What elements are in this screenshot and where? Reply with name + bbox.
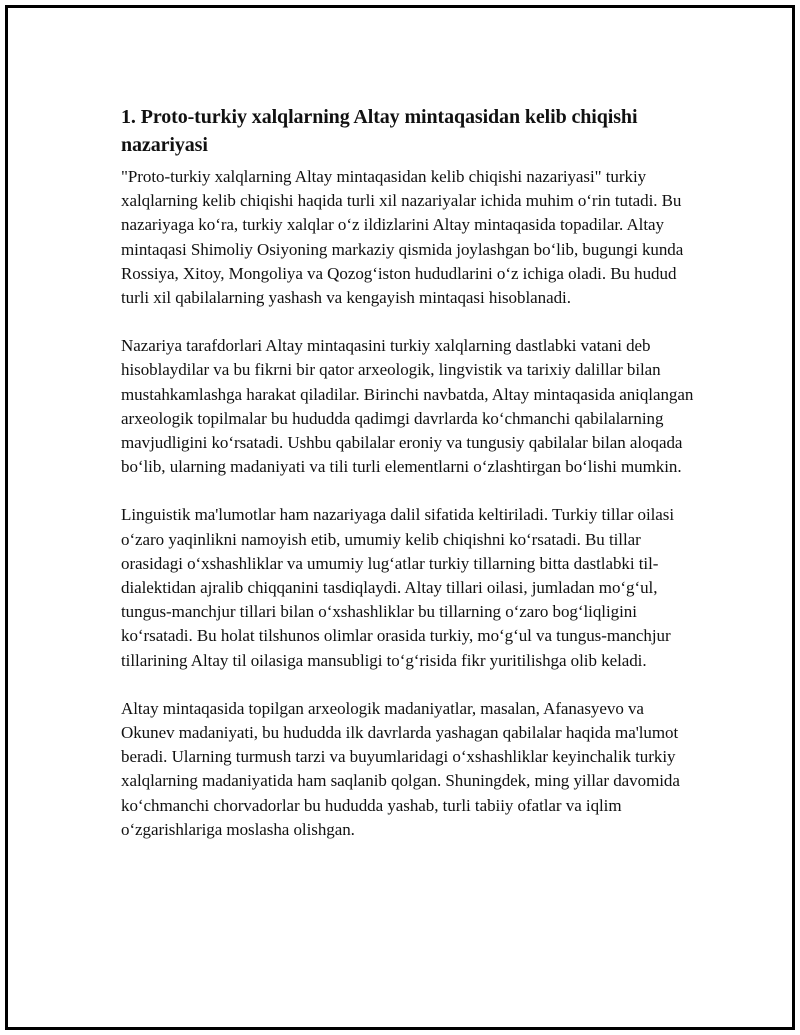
paragraph-4: Altay mintaqasida topilgan arxeologik madaniyatlar, masalan, Afanasyevo va Okunev madaniyati, bu hududda ilk davrlarda yashagan qabilalar haqida ma'lumot beradi. Ularning turmush tarzi va buyumlaridagi o‘xshashliklar keyinchalik turkiy xalqlarning madaniyatida ham saqlanib qolgan. Shuningdek, ming yillar davomida ko‘chmanchi chorvadorlar bu hududda yashab, turli tabiiy ofatlar va iqlim o‘zgarishlariga moslasha olishgan. <box>121 698 680 839</box>
document-body <box>121 103 701 866</box>
paragraph-3: Linguistik ma'lumotlar ham nazariyaga dalil sifatida keltiriladi. Turkiy tillar oilasi o‘zaro yaqinlikni namoyish etib, umumiy kelib chiqishni ko‘rsatadi. Bu tillar orasidagi o‘xshashliklar va umumiy lug‘atlar turkiy tillarning bitta dastlabki til-dialektidan ajralib chiqqanini tasdiqlaydi. Altay tillari oilasi, jumladan mo‘g‘ul, tungus-manchjur tillari bilan o‘xshashliklar bu tillarning o‘zaro bog‘liqligini ko‘rsatadi. Bu holat tilshunos olimlar orasida turkiy, mo‘g‘ul va tungus-manchjur tillarining Altay til oilasiga mansubligi to‘g‘risida fikr yuritilishga olib keladi. <box>121 505 675 670</box>
paragraph-2: Nazariya tarafdorlari Altay mintaqasini turkiy xalqlarning dastlabki vatani deb hisoblaydilar va bu fikrni bir qator arxeologik, lingvistik va tarixiy dalillar bilan mustahkamlashga harakat qiladilar. Birinchi navbatda, Altay mintaqasida aniqlangan arxeologik topilmalar bu hududda qadimgi davrlarda ko‘chmanchi qabilalarning mavjudligini ko‘rsatadi. Ushbu qabilalar eroniy va tungusiy qabilalar bilan aloqada bo‘lib, ularning madaniyati va tili turli elementlarni o‘zlashtirgan bo‘lishi mumkin. <box>121 336 694 477</box>
paragraph-1: "Proto-turkiy xalqlarning Altay mintaqasidan kelib chiqishi nazariyasi" turkiy xalqlarning kelib chiqishi haqida turli xil nazariyalar ichida muhim o‘rin tutadi. Bu nazariyaga ko‘ra, turkiy xalqlar o‘z ildizlarini Altay mintaqasida topadilar. Altay mintaqasi Shimoliy Osiyoning markaziy qismida joylashgan bo‘lib, bugungi kunda Rossiya, Xitoy, Mongoliya va Qozog‘iston hududlarini o‘z ichiga oladi. Bu hudud turli xil qabilalarning yashash va kengayish mintaqasi hisoblanadi. <box>121 167 684 308</box>
page-frame <box>5 5 795 1030</box>
section-heading: 1. Proto-turkiy xalqlarning Altay mintaqasidan kelib chiqishi nazariyasi <box>121 106 638 156</box>
